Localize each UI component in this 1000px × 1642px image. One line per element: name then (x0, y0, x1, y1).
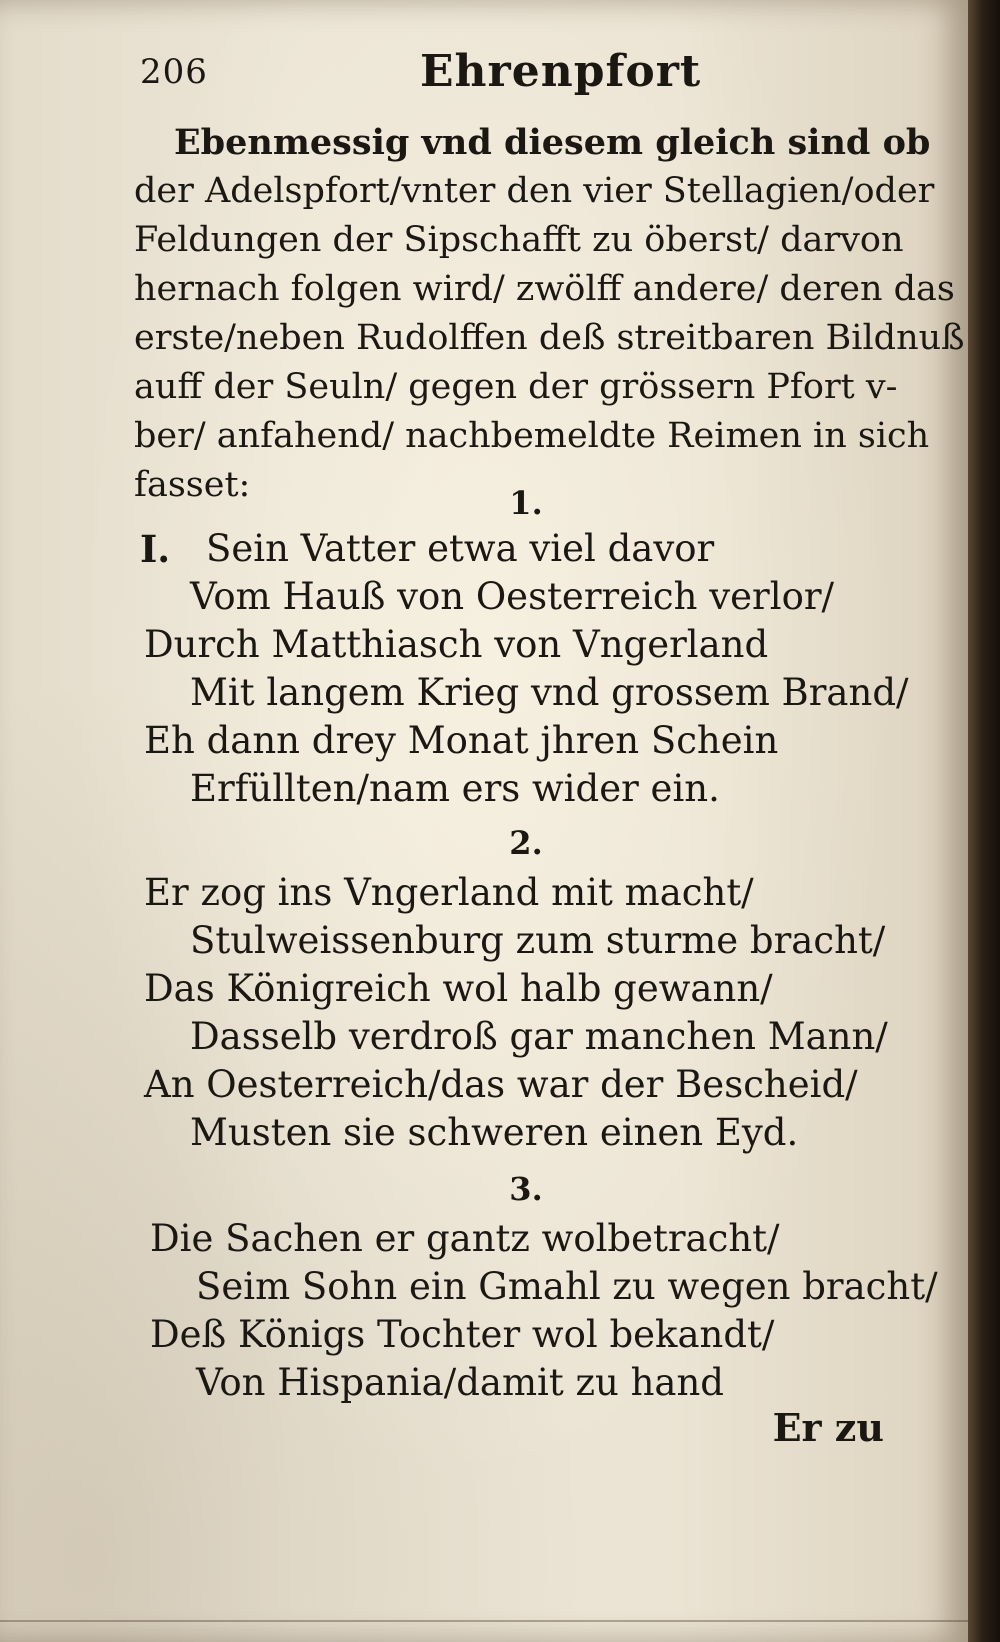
verse-line: Vom Hauß von Oesterreich verlor/ (190, 575, 834, 618)
prose-line: auff der Seuln/ gegen der grössern Pfort v- (134, 367, 898, 407)
stanza-number: 2. (509, 824, 543, 862)
verse-line: Das Königreich wol halb gewann/ (144, 967, 773, 1010)
page-bottom-edge (0, 1620, 968, 1622)
verse-line: Musten sie schweren einen Eyd. (190, 1111, 799, 1154)
verse-line: Er zog ins Vngerland mit macht/ (144, 871, 754, 914)
verse-line: Erfüllten/nam ers wider ein. (190, 767, 720, 810)
verse-line: Eh dann drey Monat jhren Schein (144, 719, 779, 762)
prose-line: Ebenmessig vnd diesem gleich sind ob (174, 122, 931, 163)
verse-line: Mit langem Krieg vnd grossem Brand/ (190, 671, 909, 714)
prose-line: erste/neben Rudolffen deß streitbaren Bildnuß (134, 318, 965, 358)
prose-paragraph (134, 118, 965, 510)
verse-line: Durch Matthiasch von Vngerland (144, 623, 769, 666)
verse-line: Dasselb verdroß gar manchen Mann/ (190, 1015, 888, 1058)
stanza-number: 3. (509, 1170, 543, 1208)
stanza-marker: I. (140, 527, 171, 571)
verse-line: Seim Sohn ein Gmahl zu wegen bracht/ (196, 1265, 938, 1308)
prose-line: hernach folgen wird/ zwölff andere/ deren das (134, 269, 955, 309)
running-title: Ehrenpfort (420, 46, 702, 97)
prose-line: Feldungen der Sipschafft zu öberst/ darvon (134, 220, 904, 260)
catchword: Er zu (772, 1405, 884, 1450)
prose-line: fasset: (134, 465, 251, 505)
stanza-number: 1. (509, 484, 543, 522)
verse-line: Deß Königs Tochter wol bekandt/ (150, 1313, 775, 1356)
verse-text: Sein Vatter etwa viel davor (206, 527, 715, 570)
page-number: 206 (140, 52, 208, 92)
verse-line (140, 526, 715, 572)
prose-line: ber/ anfahend/ nachbemeldte Reimen in sich (134, 416, 930, 456)
book-fore-edge (968, 0, 1000, 1642)
verse-line: An Oesterreich/das war der Bescheid/ (144, 1063, 858, 1106)
verse-line: Von Hispania/damit zu hand (196, 1361, 724, 1404)
verse-line: Stulweissenburg zum sturme bracht/ (190, 919, 886, 962)
prose-line: der Adelspfort/vnter den vier Stellagien/oder (134, 171, 935, 211)
verse-line: Die Sachen er gantz wolbetracht/ (150, 1217, 780, 1260)
